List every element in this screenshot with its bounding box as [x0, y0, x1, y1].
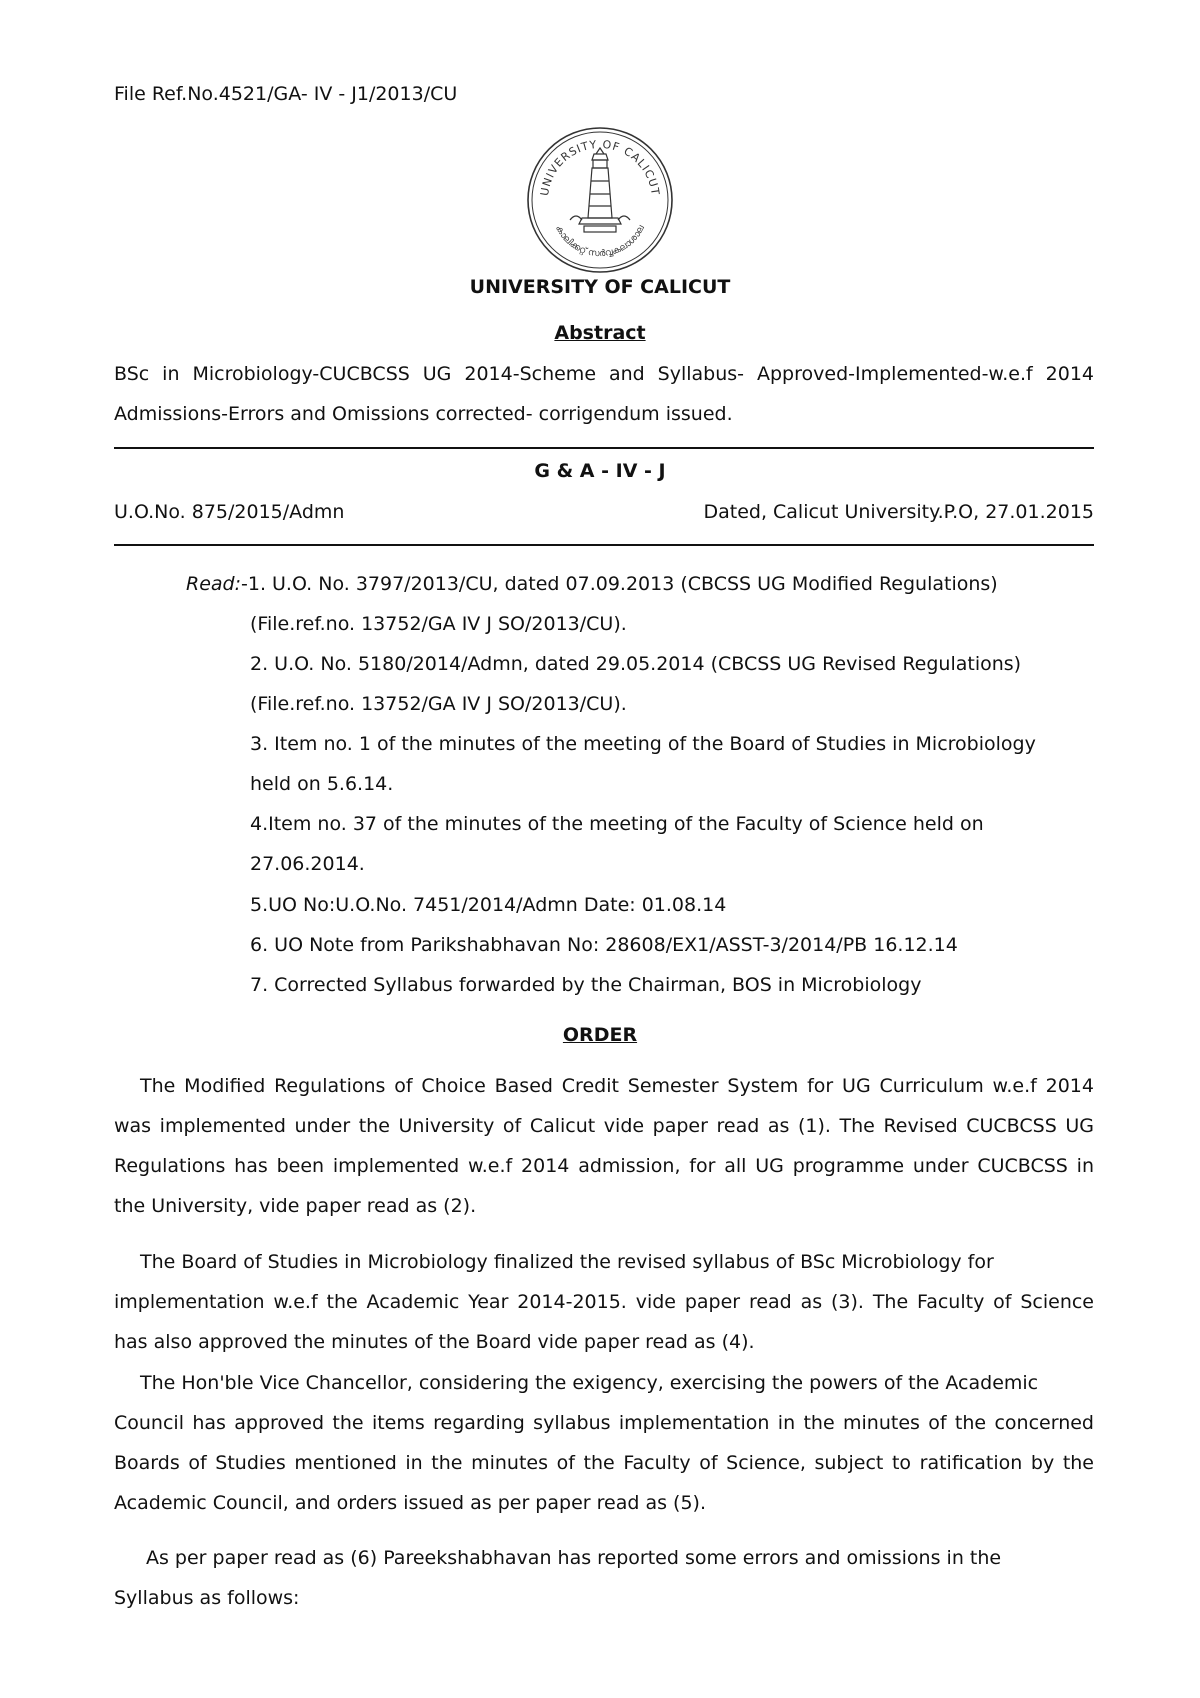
paragraph-line: Syllabus as follows: — [114, 1587, 300, 1609]
order-heading: ORDER — [562, 1024, 638, 1046]
paragraph-line: The Hon'ble Vice Chancellor, considering the exigency, exercising the powers of the Academic — [140, 1372, 1039, 1394]
paragraph-line: Regulations has been implemented w.e.f 2014 admission, for all UG programme under CUCBCSS in — [114, 1155, 1094, 1177]
section-code: G & A - IV - J — [534, 460, 666, 482]
read-item: 7. Corrected Syllabus forwarded by the Chairman, BOS in Microbiology — [250, 974, 922, 996]
svg-text:കാലിക്കറ്റ് സർവ്വകലാശാല — [553, 224, 647, 260]
paragraph-line: The Board of Studies in Microbiology finalized the revised syllabus of BSc Microbiology for — [140, 1251, 994, 1273]
read-item: 5.UO No:U.O.No. 7451/2014/Admn Date: 01.08.14 — [250, 894, 727, 916]
svg-text:UNIVERSITY OF CALICUT — [538, 138, 662, 197]
read-item — [186, 572, 998, 596]
paragraph-line: was implemented under the University of Calicut vide paper read as (1). The Revised CUCBCSS UG — [114, 1115, 1094, 1137]
university-seal — [526, 126, 674, 274]
dated-line: Dated, Calicut University.P.O, 27.01.2015 — [703, 501, 1094, 523]
divider-top — [114, 447, 1094, 449]
uo-number: U.O.No. 875/2015/Admn — [114, 501, 345, 523]
read-item: held on 5.6.14. — [250, 773, 394, 795]
read-item: 6. UO Note from Parikshabhavan No: 28608/EX1/ASST-3/2014/PB 16.12.14 — [250, 934, 958, 956]
paragraph-line: As per paper read as (6) Pareekshabhavan has reported some errors and omissions in the — [146, 1547, 1002, 1569]
read-item: 3. Item no. 1 of the minutes of the meeting of the Board of Studies in Microbiology — [250, 733, 1036, 755]
seal-bottom-text: കാലിക്കറ്റ് സർവ്വകലാശാല — [553, 223, 647, 260]
university-name: UNIVERSITY OF CALICUT — [469, 276, 731, 298]
paragraph-line: The Modified Regulations of Choice Based Credit Semester System for UG Curriculum w.e.f 2014 — [140, 1075, 1094, 1097]
read-item-text: -1. U.O. No. 3797/2013/CU, dated 07.09.2013 (CBCSS UG Modified Regulations) — [241, 573, 998, 595]
paragraph-line: implementation w.e.f the Academic Year 2014-2015. vide paper read as (3). The Faculty of Science — [114, 1291, 1094, 1313]
seal-top-text: UNIVERSITY OF CALICUT — [538, 137, 662, 197]
lighthouse-emblem-icon — [570, 148, 630, 232]
read-item: (File.ref.no. 13752/GA IV J SO/2013/CU). — [250, 693, 627, 715]
paragraph-line: Academic Council, and orders issued as per paper read as (5). — [114, 1492, 706, 1514]
abstract-heading: Abstract — [554, 322, 646, 344]
read-item: 4.Item no. 37 of the minutes of the meeting of the Faculty of Science held on — [250, 813, 984, 835]
paragraph-line: Council has approved the items regarding syllabus implementation in the minutes of the concerned — [114, 1412, 1094, 1434]
abstract-line: Admissions-Errors and Omissions corrected- corrigendum issued. — [114, 403, 733, 425]
paragraph-line: has also approved the minutes of the Board vide paper read as (4). — [114, 1331, 755, 1353]
file-reference: File Ref.No.4521/GA- IV - J1/2013/CU — [114, 83, 458, 105]
abstract-line: BSc in Microbiology-CUCBCSS UG 2014-Scheme and Syllabus- Approved-Implemented-w.e.f 2014 — [114, 363, 1094, 385]
read-item: (File.ref.no. 13752/GA IV J SO/2013/CU). — [250, 613, 627, 635]
paragraph-line: Boards of Studies mentioned in the minutes of the Faculty of Science, subject to ratification by the — [114, 1452, 1094, 1474]
read-item: 2. U.O. No. 5180/2014/Admn, dated 29.05.2014 (CBCSS UG Revised Regulations) — [250, 653, 1022, 675]
paragraph-line: the University, vide paper read as (2). — [114, 1195, 477, 1217]
divider-bottom — [114, 544, 1094, 546]
read-label: Read: — [186, 573, 241, 595]
read-item: 27.06.2014. — [250, 853, 365, 875]
